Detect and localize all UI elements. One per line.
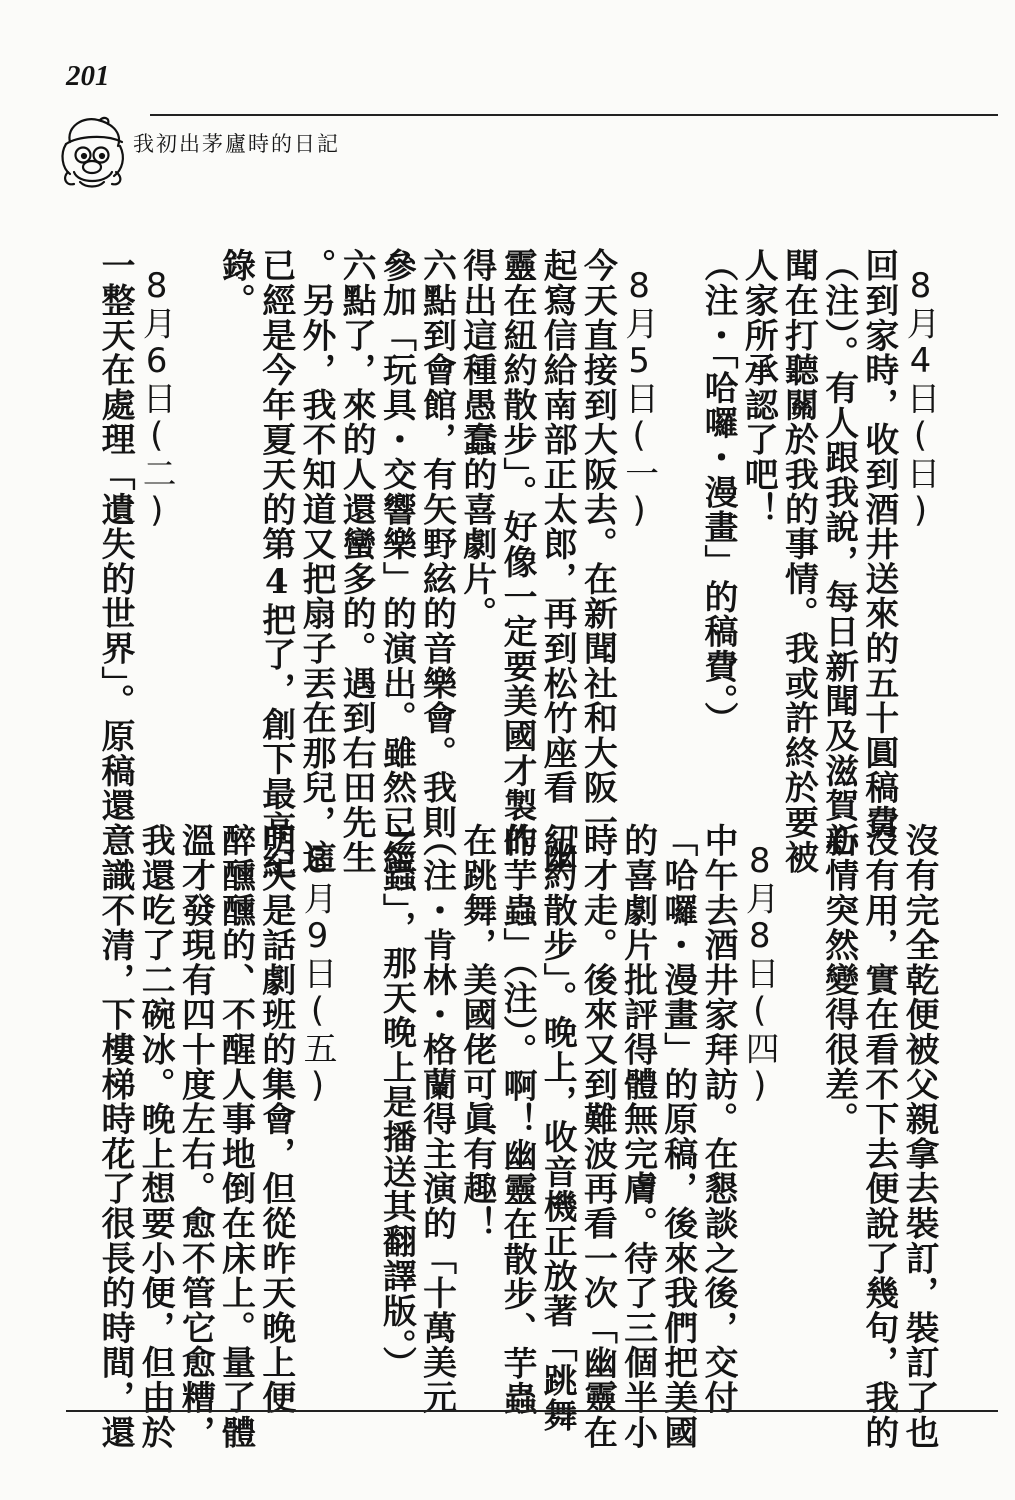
text-column: 我還吃了二碗冰。晚上想要小便，但由於 bbox=[136, 823, 177, 1450]
text-column: 已經是今年夏天的第4把了，創下最高紀 bbox=[256, 248, 297, 881]
running-title: 我初出茅廬時的日記 bbox=[133, 132, 340, 156]
text-column: 心情突然變得很差。 bbox=[819, 823, 860, 1137]
text-column: 得出這種愚蠢的喜劇片。 bbox=[457, 248, 498, 631]
page-number: 201 bbox=[66, 60, 110, 92]
footer-rule bbox=[66, 1410, 998, 1412]
text-column: 明天是話劇班的集會，但從昨天晚上便 bbox=[256, 823, 297, 1415]
text-column: 醉醺醺的、不醒人事地倒在床上。量了體 bbox=[216, 823, 257, 1450]
text-column: 的芋蟲」（注）。啊！幽靈在散步、芋蟲 bbox=[497, 823, 538, 1416]
cartoon-mascot-icon bbox=[56, 112, 132, 190]
date-heading: 8月5日(一) bbox=[619, 266, 659, 531]
text-column: 意識不清，下樓梯時花了很長的時間，還 bbox=[95, 823, 136, 1450]
text-column: 六點了，來的人還蠻多的。遇到右田先生 bbox=[337, 248, 378, 875]
text-column: 靈在紐約散步」。好像一定要美國才製作 bbox=[497, 248, 538, 858]
date-heading: 8月9日(五) bbox=[297, 841, 337, 1106]
text-column: 紐約散步」。晚上，收音機正放著「跳舞 bbox=[538, 823, 579, 1433]
text-column bbox=[337, 823, 377, 1423]
text-column: 沒有完全乾便被父親拿去裝訂，裝訂了也 bbox=[900, 823, 940, 1450]
text-column: 中午去酒井家拜訪。在懇談之後，交付 bbox=[699, 823, 739, 1415]
text-column: 溫才發現有四十度左右。愈不管它愈糟， bbox=[176, 823, 217, 1450]
text-column bbox=[779, 823, 819, 1423]
text-column: 參加「玩具・交響樂」的演出。雖然已經 bbox=[377, 248, 418, 875]
date-heading: 8月8日(四) bbox=[740, 841, 780, 1106]
text-column: （注・肯林・格蘭得主演的「十萬美元 bbox=[417, 823, 458, 1415]
text-column: 人家所承認了吧！ bbox=[739, 248, 780, 527]
text-column: 今天直接到大阪去。在新聞社和大阪一 bbox=[578, 248, 619, 840]
text-column: （注・「哈囉・漫畫」的稿費。） bbox=[698, 248, 739, 737]
text-column: 。另外，我不知道又把扇子丟在那兒，這 bbox=[296, 248, 337, 875]
text-column: 聞在打聽關於我的事情。我或許終於要被 bbox=[779, 248, 820, 875]
text-column bbox=[176, 248, 216, 848]
text-column: 六點到會館，有矢野絃的音樂會。我則 bbox=[417, 248, 458, 840]
text-column: 的喜劇片批評得體無完膚。待了三個半小 bbox=[618, 823, 659, 1450]
text-column: （注）。有人跟我說，每日新聞及滋賀新 bbox=[819, 248, 860, 858]
text-column: 之蟲」，那天晚上是播送其翻譯版。） bbox=[377, 823, 418, 1381]
text-column: 一整天在處理「遺失的世界」。原稿還 bbox=[95, 248, 136, 823]
text-column: 沒有用，實在看不下去便說了幾句，我的 bbox=[859, 823, 900, 1450]
text-column: 錄。 bbox=[216, 248, 257, 318]
date-heading: 8月4日(日) bbox=[901, 266, 940, 531]
text-column: 「哈囉・漫畫」的原稿，後來我們把美國 bbox=[658, 823, 699, 1450]
text-column bbox=[659, 248, 699, 848]
text-column: 起寫信給南部正太郎，再到松竹座看「幽 bbox=[538, 248, 579, 875]
text-column: 時才走。後來又到難波再看一次「幽靈在 bbox=[578, 823, 619, 1450]
header-rule bbox=[150, 114, 998, 116]
text-column: 在跳舞，美國佬可眞有趣！ bbox=[457, 823, 498, 1241]
date-heading: 8月6日(二) bbox=[137, 266, 177, 531]
text-column: 回到家時，收到酒井送來的五十圓稿費 bbox=[859, 248, 900, 840]
